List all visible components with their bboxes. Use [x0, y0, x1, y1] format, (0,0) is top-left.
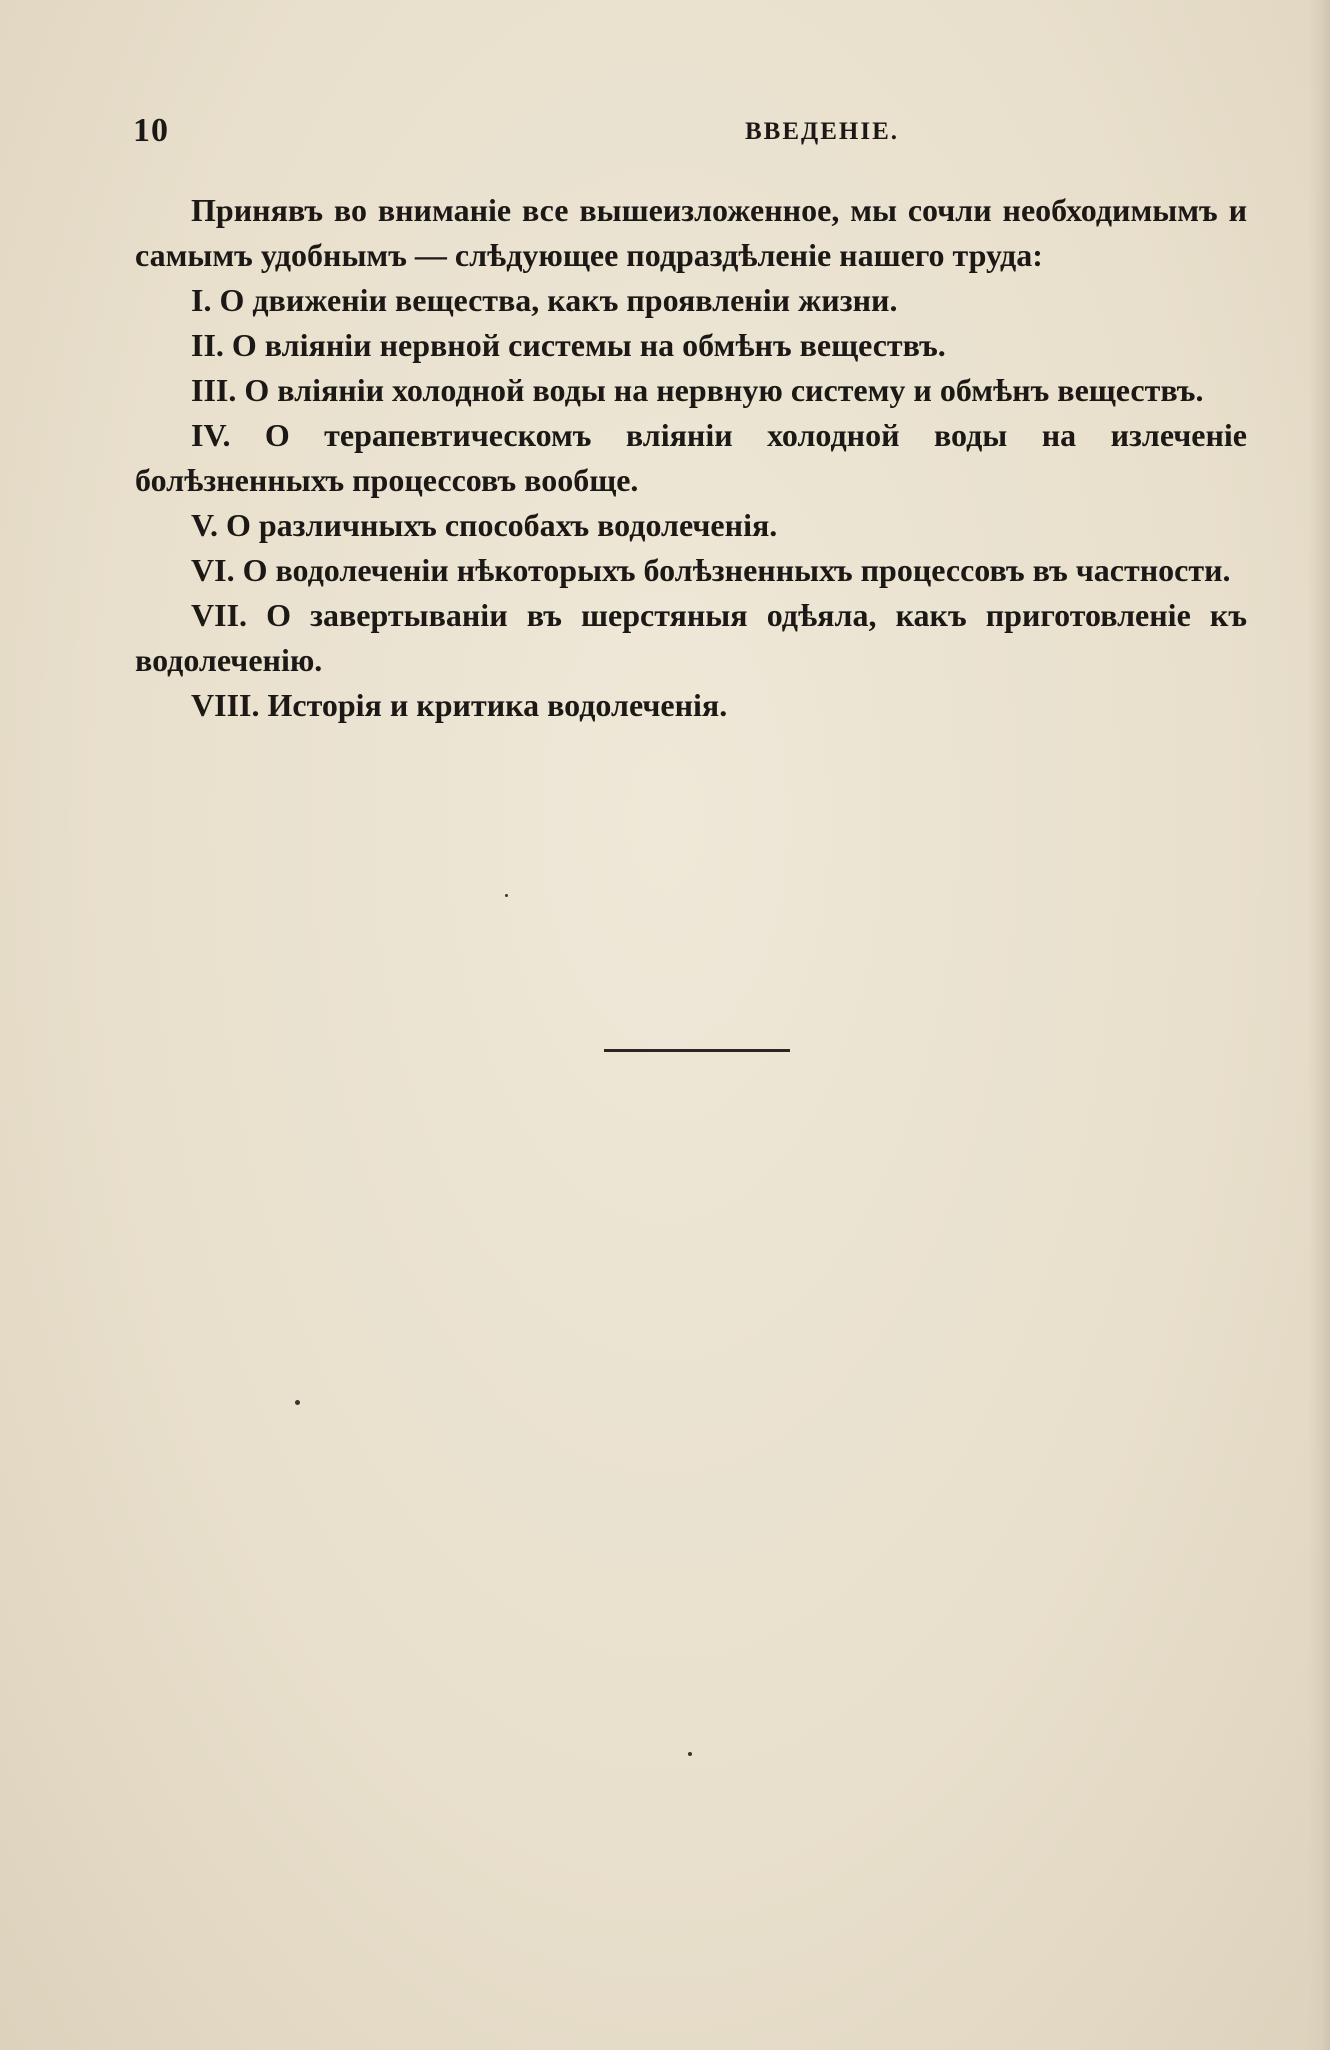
list-item-3: III. О вліяніи холодной воды на нервную систему и обмѣнъ веществъ.	[191, 372, 1204, 408]
intro-paragraph: Принявъ во вниманіе все вышеизложенное, мы сочли необходимымъ и самымъ удобнымъ — слѣдующее подраздѣленіе нашего труда:	[135, 192, 1247, 273]
list-item-2: II. О вліяніи нервной системы на обмѣнъ веществъ.	[191, 327, 946, 363]
section-divider	[604, 1049, 790, 1052]
list-item-1: I. О движеніи вещества, какъ проявленіи жизни.	[191, 282, 898, 318]
list-item-5: V. О различныхъ способахъ водолеченія.	[191, 507, 778, 543]
ink-speck	[295, 1400, 300, 1405]
ink-speck	[505, 894, 508, 897]
list-item-6: VI. О водолеченіи нѣкоторыхъ болѣзненныхъ процессовъ въ частности.	[191, 552, 1231, 588]
ink-speck	[688, 1752, 692, 1756]
page-header	[133, 112, 1248, 156]
page-edge-shadow	[1308, 0, 1330, 2050]
list-item-7: VII. О завертываніи въ шерстяныя одѣяла, какъ приготовленіе къ водолеченію.	[135, 597, 1247, 678]
body-text	[135, 188, 1247, 728]
page-number: 10	[133, 112, 169, 149]
list-item-4: IV. О терапевтическомъ вліяніи холодной воды на излеченіе болѣзненныхъ процессовъ вообще.	[135, 417, 1247, 498]
list-item-8: VIII. Исторія и критика водолеченія.	[191, 687, 728, 723]
running-title: ВВЕДЕНІЕ.	[745, 118, 899, 145]
